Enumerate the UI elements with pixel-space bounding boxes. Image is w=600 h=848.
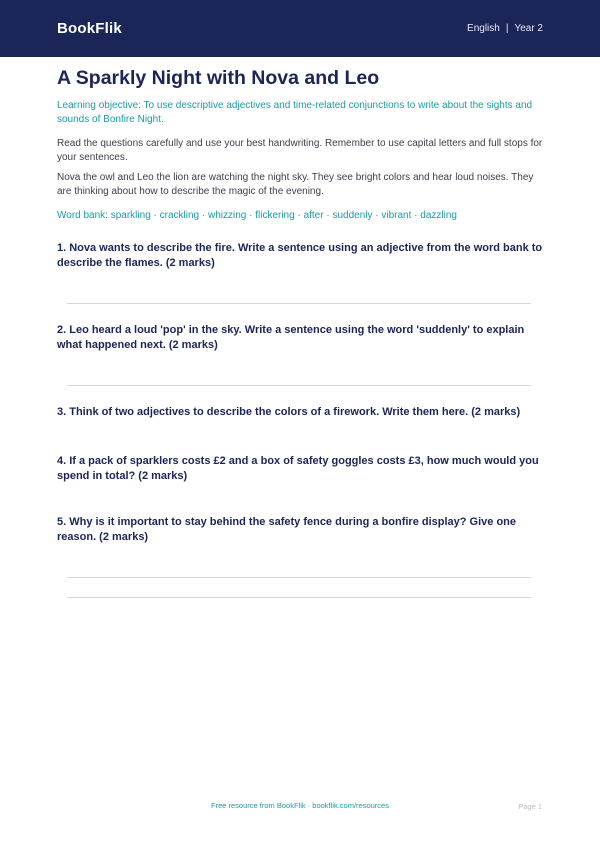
question-4: 4. If a pack of sparklers costs £2 and a box of safety goggles costs £3, how much would you spend in total? (2 marks) [57,455,539,482]
question-1: 1. Nova wants to describe the fire. Write a sentence using an adjective from the word bank to describe the flames. (2 marks) [57,242,543,269]
page-number: Page 1 [518,802,542,811]
word-bank: Word bank: sparkling · crackling · whizzing · flickering · after · suddenly · vibrant · dazzling [57,210,457,221]
answer-line-q5-a[interactable] [67,577,531,578]
subject-label: English [467,23,500,34]
question-5: 5. Why is it important to stay behind the safety fence during a bonfire display? Give one reason. (2 marks) [57,516,517,543]
meta-separator: | [505,23,509,34]
year-label: Year 2 [514,23,543,34]
question-3: 3. Think of two adjectives to describe the colors of a firework. Write them here. (2 marks) [57,406,521,418]
answer-line-q1[interactable] [67,303,531,304]
intro-text: Nova the owl and Leo the lion are watching the night sky. They see bright colors and hear loud noises. They are thinking about how to describe the magic of the evening. [57,172,534,197]
header-meta [467,23,543,34]
page-title: A Sparkly Night with Nova and Leo [57,67,380,89]
answer-line-q5-b[interactable] [67,597,531,598]
learning-objective: Learning objective: To use descriptive adjectives and time-related conjunctions to write about the sights and sounds of Bonfire Night. [57,100,533,125]
instructions-text: Read the questions carefully and use your best handwriting. Remember to use capital letters and full stops for your sentences. [57,138,543,163]
footer-credit[interactable]: Free resource from BookFlik · bookflik.com/resources [211,801,389,810]
brand-logo[interactable]: BookFlik [57,20,122,37]
header-bar [0,0,600,57]
answer-line-q2[interactable] [67,385,531,386]
question-2: 2. Leo heard a loud 'pop' in the sky. Write a sentence using the word 'suddenly' to explain what happened next. (2 marks) [57,324,525,351]
